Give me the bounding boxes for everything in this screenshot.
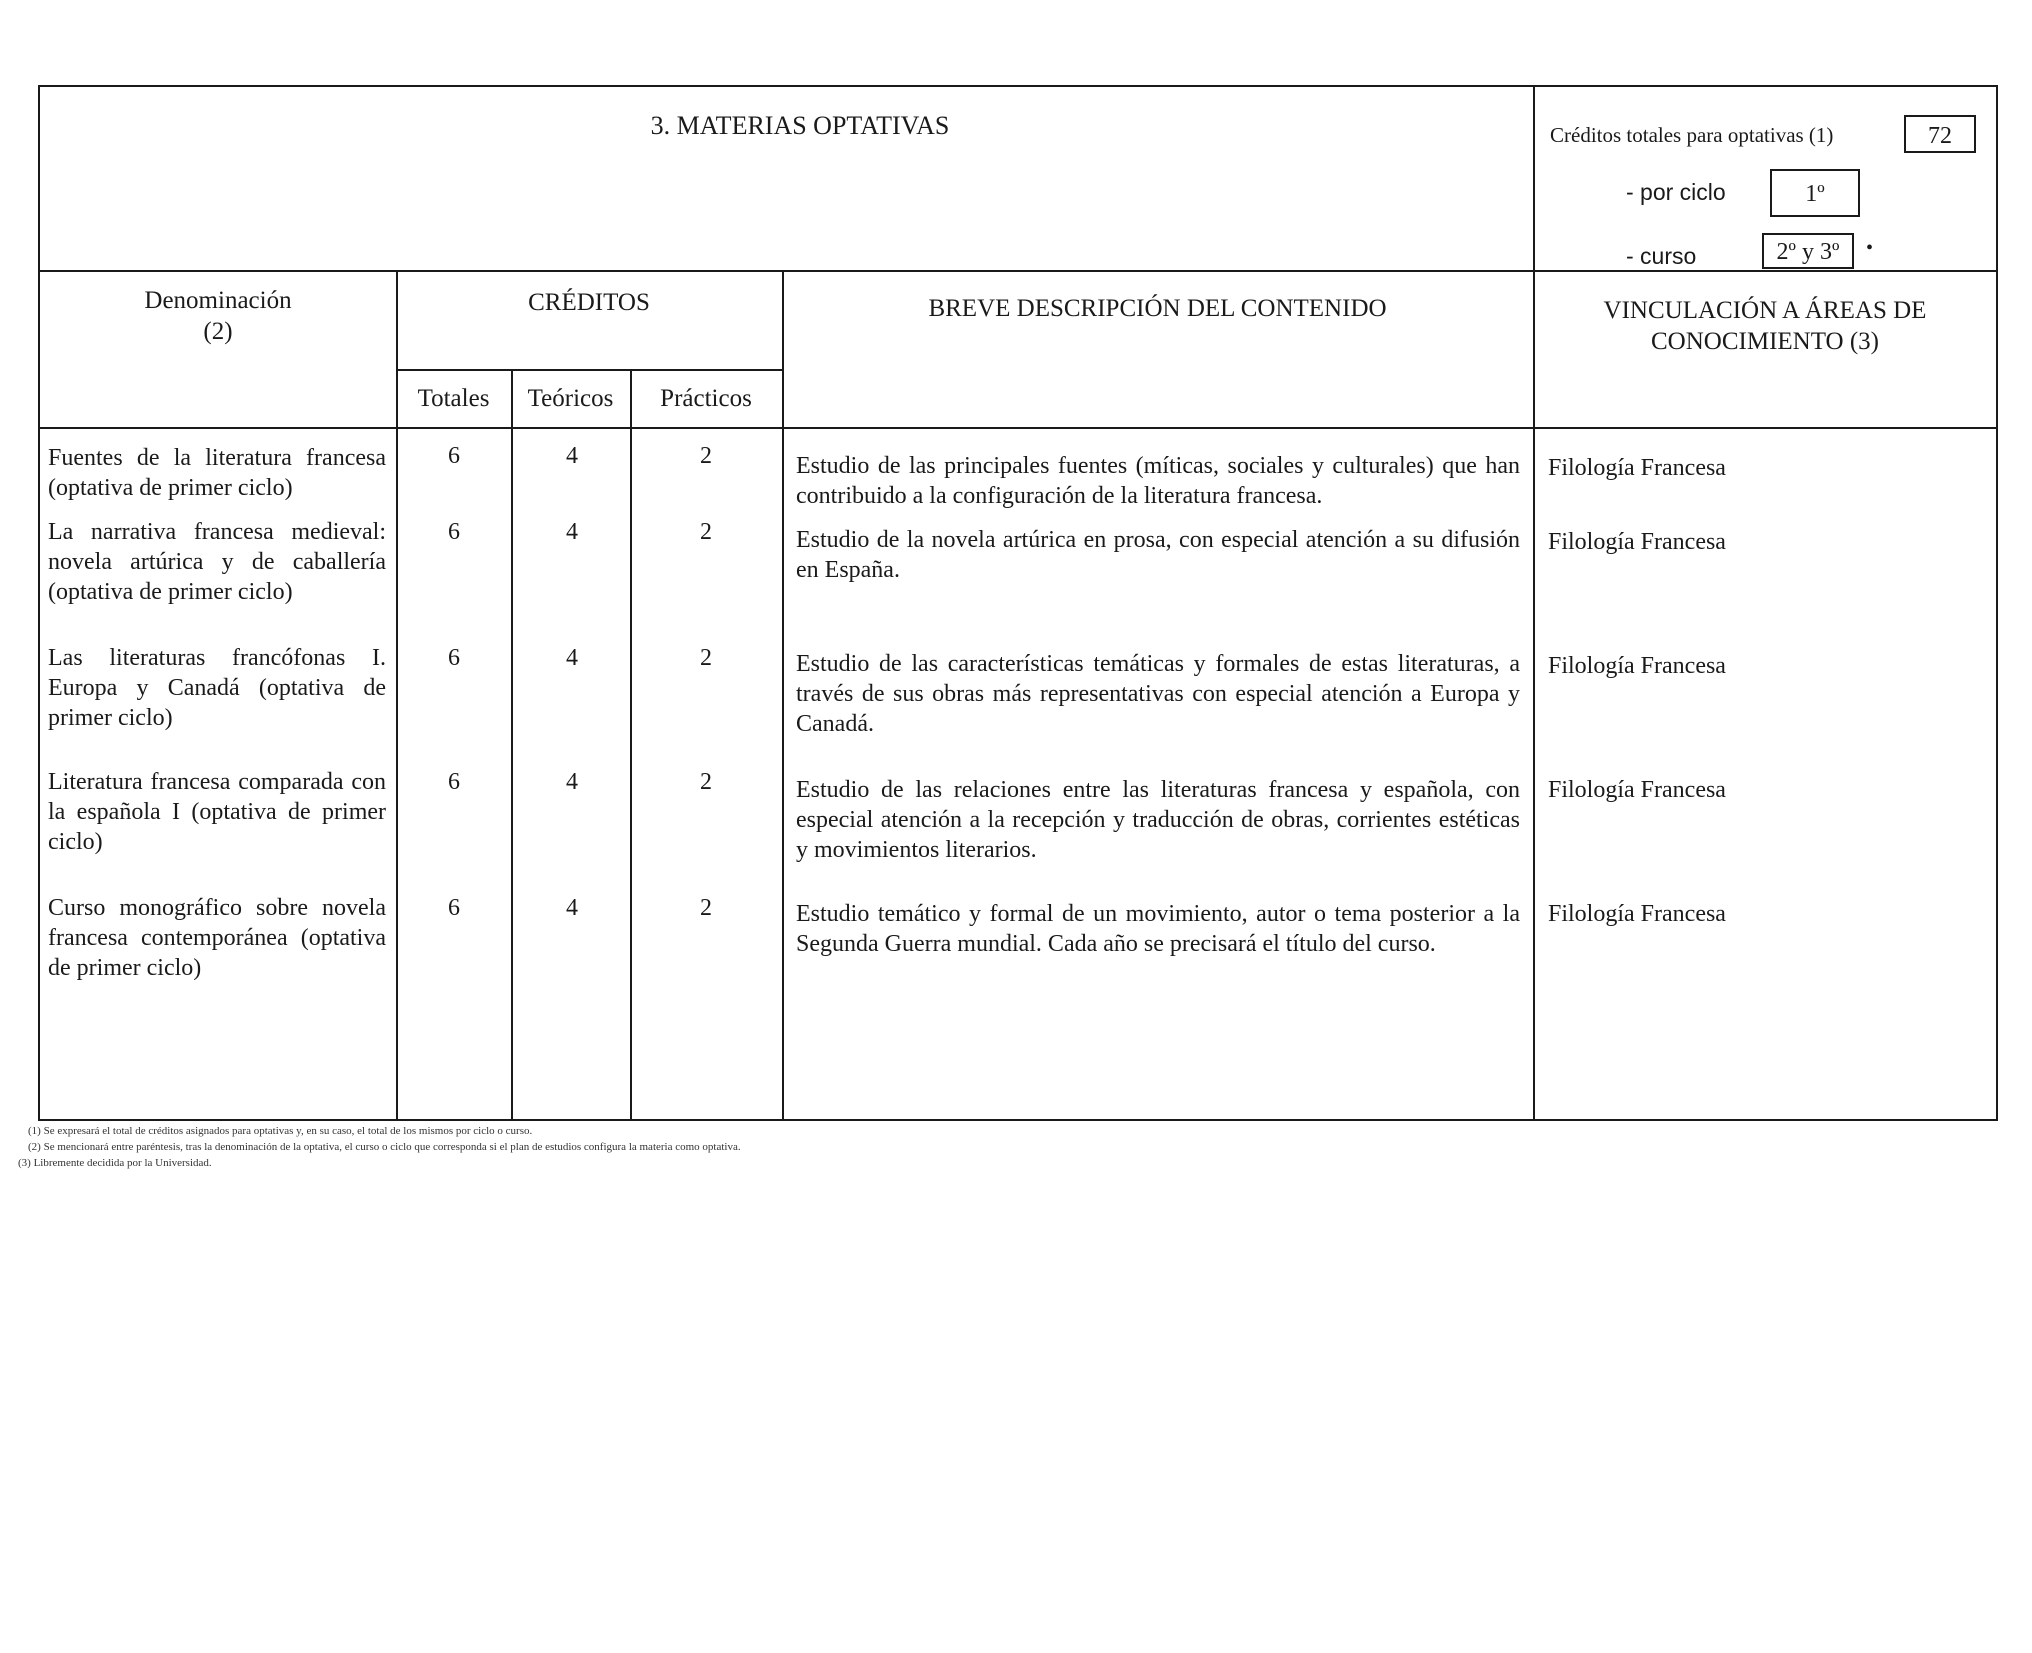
- footnote-1: (1) Se expresará el total de créditos asignados para optativas y, en su caso, el total de los mismos por ciclo o curso.: [28, 1125, 533, 1137]
- row-4-practicos: 2: [700, 769, 712, 795]
- row-3-teoricos: 4: [566, 645, 578, 671]
- row-1-totales: 6: [448, 443, 460, 469]
- row-3-description: Estudio de las características temáticas y formales de estas literaturas, a través de sus obras más representativas con especial atención a Europa y Canadá.: [796, 651, 1520, 737]
- row-2-totales: 6: [448, 519, 460, 545]
- row-5-practicos: 2: [700, 895, 712, 921]
- curso-value: 2º y 3º: [1762, 233, 1854, 269]
- row-4-description: Estudio de las relaciones entre las literaturas francesa y española, con especial atención a la recepción y traducción de obras, corrientes estéticas y movimientos literarios.: [796, 777, 1520, 863]
- divider: [40, 427, 1996, 429]
- row-4-name: Literatura francesa comparada con la española I (optativa de primer ciclo): [48, 769, 386, 855]
- row-2-name: La narrativa francesa medieval: novela artúrica y de caballería (optativa de primer ciclo): [48, 519, 386, 605]
- row-3-practicos: 2: [700, 645, 712, 671]
- section-title: 3. MATERIAS OPTATIVAS: [650, 111, 950, 140]
- row-1-practicos: 2: [700, 443, 712, 469]
- row-1-name: Fuentes de la literatura francesa (optativa de primer ciclo): [48, 445, 386, 501]
- row-1-teoricos: 4: [566, 443, 578, 469]
- row-3-name: Las literaturas francófonas I. Europa y Canadá (optativa de primer ciclo): [48, 645, 386, 731]
- row-4-area: Filología Francesa: [1548, 777, 1726, 803]
- footnote-3: (3) Libremente decidida por la Universidad.: [18, 1157, 212, 1169]
- row-2-teoricos: 4: [566, 519, 578, 545]
- col-vinculacion: VINCULACIÓN A ÁREAS DE CONOCIMIENTO (3): [1603, 297, 1927, 355]
- col-denominacion-label: Denominación: [144, 287, 292, 314]
- curso-mark: •: [1866, 237, 1874, 259]
- row-5-totales: 6: [448, 895, 460, 921]
- divider: [40, 270, 1996, 272]
- row-4-teoricos: 4: [566, 769, 578, 795]
- col-creditos: CRÉDITOS: [528, 289, 650, 316]
- col-descripcion: BREVE DESCRIPCIÓN DEL CONTENIDO: [928, 295, 1387, 322]
- divider: [782, 270, 784, 1119]
- row-1-area: Filología Francesa: [1548, 455, 1726, 481]
- divider: [396, 369, 782, 371]
- divider: [511, 369, 513, 1119]
- row-2-description: Estudio de la novela artúrica en prosa, con especial atención a su difusión en España.: [796, 527, 1520, 583]
- col-denominacion: [40, 285, 396, 347]
- row-2-practicos: 2: [700, 519, 712, 545]
- col-practicos: Prácticos: [660, 385, 752, 412]
- total-credits-label: Créditos totales para optativas (1): [1550, 123, 1834, 147]
- divider: [1533, 87, 1535, 1119]
- footnote-2: (2) Se mencionará entre paréntesis, tras la denominación de la optativa, el curso o ciclo que corresponda si el plan de estudios configura la materia como optativa.: [28, 1141, 741, 1153]
- row-5-teoricos: 4: [566, 895, 578, 921]
- row-4-totales: 6: [448, 769, 460, 795]
- row-5-area: Filología Francesa: [1548, 901, 1726, 927]
- col-totales: Totales: [417, 385, 490, 412]
- col-teoricos: Teóricos: [527, 385, 614, 412]
- optativas-form: [38, 85, 1998, 1121]
- por-ciclo-label: - por ciclo: [1626, 179, 1726, 205]
- total-credits-value: 72: [1904, 115, 1976, 153]
- row-1-description: Estudio de las principales fuentes (míticas, sociales y culturales) que han contribuido a la configuración de la literatura francesa.: [796, 453, 1520, 509]
- por-ciclo-value: 1º: [1770, 169, 1860, 217]
- col-denominacion-note: (2): [203, 318, 233, 345]
- row-2-area: Filología Francesa: [1548, 529, 1726, 555]
- row-3-area: Filología Francesa: [1548, 653, 1726, 679]
- row-3-totales: 6: [448, 645, 460, 671]
- divider: [630, 369, 632, 1119]
- row-5-name: Curso monográfico sobre novela francesa contemporánea (optativa de primer ciclo): [48, 895, 386, 981]
- row-5-description: Estudio temático y formal de un movimiento, autor o tema posterior a la Segunda Guerra mundial. Cada año se precisará el título del curso.: [796, 901, 1520, 957]
- curso-label: - curso: [1626, 243, 1697, 269]
